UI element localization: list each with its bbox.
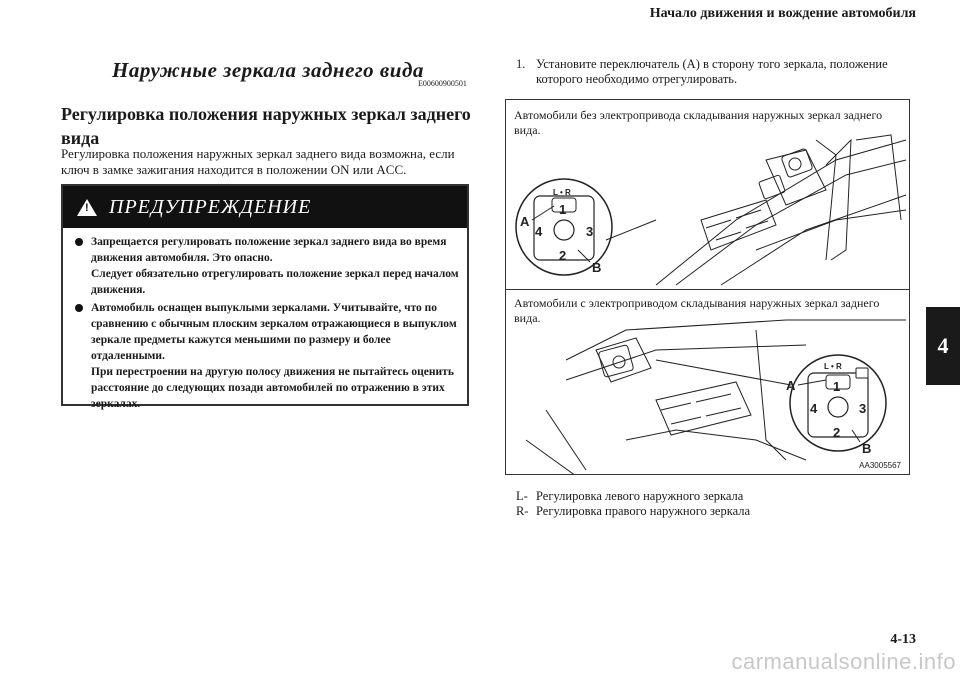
subsection-heading: Регулировка положения наружных зеркал заднего вида	[61, 104, 471, 148]
legend-text: Регулировка правого наружного зеркала	[536, 504, 751, 518]
label-1: 1	[833, 379, 841, 394]
warning-list	[71, 234, 459, 414]
intro-paragraph: Регулировка положения наружных зеркал заднего вида возможна, если ключ в замке зажигания находится в положении ON или ACC.	[61, 146, 455, 177]
watermark: carmanualsonline.info	[731, 649, 956, 674]
section-code: E00600900501	[418, 79, 467, 88]
warning-text: Запрещается регулировать положение зеркал заднего вида во время движения автомобиля. Это опасно.	[91, 236, 447, 264]
legend-item	[516, 489, 750, 504]
step-number: 1.	[516, 57, 526, 71]
page-number: 4-13	[890, 632, 916, 647]
mirror-switch-figure	[505, 99, 910, 475]
label-b: B	[862, 441, 872, 456]
label-a: A	[520, 214, 530, 229]
section-title: Наружные зеркала заднего вида	[112, 58, 424, 82]
label-2: 2	[833, 425, 841, 440]
label-3: 3	[586, 224, 594, 239]
legend-item	[516, 504, 750, 519]
figure-caption-top: Автомобили без электропривода складывания наружных зеркал заднего вида.	[514, 108, 883, 137]
warning-item	[71, 300, 459, 412]
legend-key: R-	[516, 504, 529, 518]
step-1	[516, 57, 896, 87]
warning-triangle-icon: !	[77, 199, 97, 216]
chapter-tab: 4	[926, 307, 960, 385]
warning-title: ПРЕДУПРЕЖДЕНИЕ	[109, 195, 312, 218]
label-4: 4	[810, 401, 818, 416]
label-a: A	[786, 378, 796, 393]
label-lr: L • R	[824, 362, 842, 371]
legend	[516, 489, 750, 519]
legend-text: Регулировка левого наружного зеркала	[536, 489, 744, 503]
figure-caption-bottom: Автомобили с электроприводом складывания наружных зеркал заднего вида.	[514, 296, 880, 325]
warning-text: Автомобиль оснащен выпуклыми зеркалами. Учитывайте, что по сравнению с обычным плоским зеркалом отражающиеся в выпуклом зеркале предметы кажутся меньшими по размеру и более отдаленными.	[91, 302, 457, 362]
warning-item	[71, 234, 459, 298]
step-text: Установите переключатель (A) в сторону того зеркала, положение которого необходимо отрегулировать.	[536, 57, 888, 86]
label-2: 2	[559, 248, 567, 263]
door-panel-illustration-bottom	[506, 290, 910, 475]
door-panel-illustration-top	[506, 100, 910, 290]
label-lr: L • R	[553, 188, 571, 197]
figure-code: AA3005567	[859, 461, 901, 470]
label-b: B	[592, 260, 602, 275]
chapter-header: Начало движения и вождение автомобиля	[649, 6, 916, 21]
legend-key: L-	[516, 489, 528, 503]
label-3: 3	[859, 401, 867, 416]
warning-text: Следует обязательно отрегулировать положение зеркал перед началом движения.	[91, 268, 459, 296]
label-1: 1	[559, 202, 567, 217]
label-4: 4	[535, 224, 543, 239]
warning-box	[61, 184, 469, 410]
warning-text: При перестроении на другую полосу движения не пытайтесь оценить расстояние до следующих позади автомобилей по отражению в этих зеркалах.	[91, 366, 454, 410]
warning-header	[63, 186, 467, 228]
